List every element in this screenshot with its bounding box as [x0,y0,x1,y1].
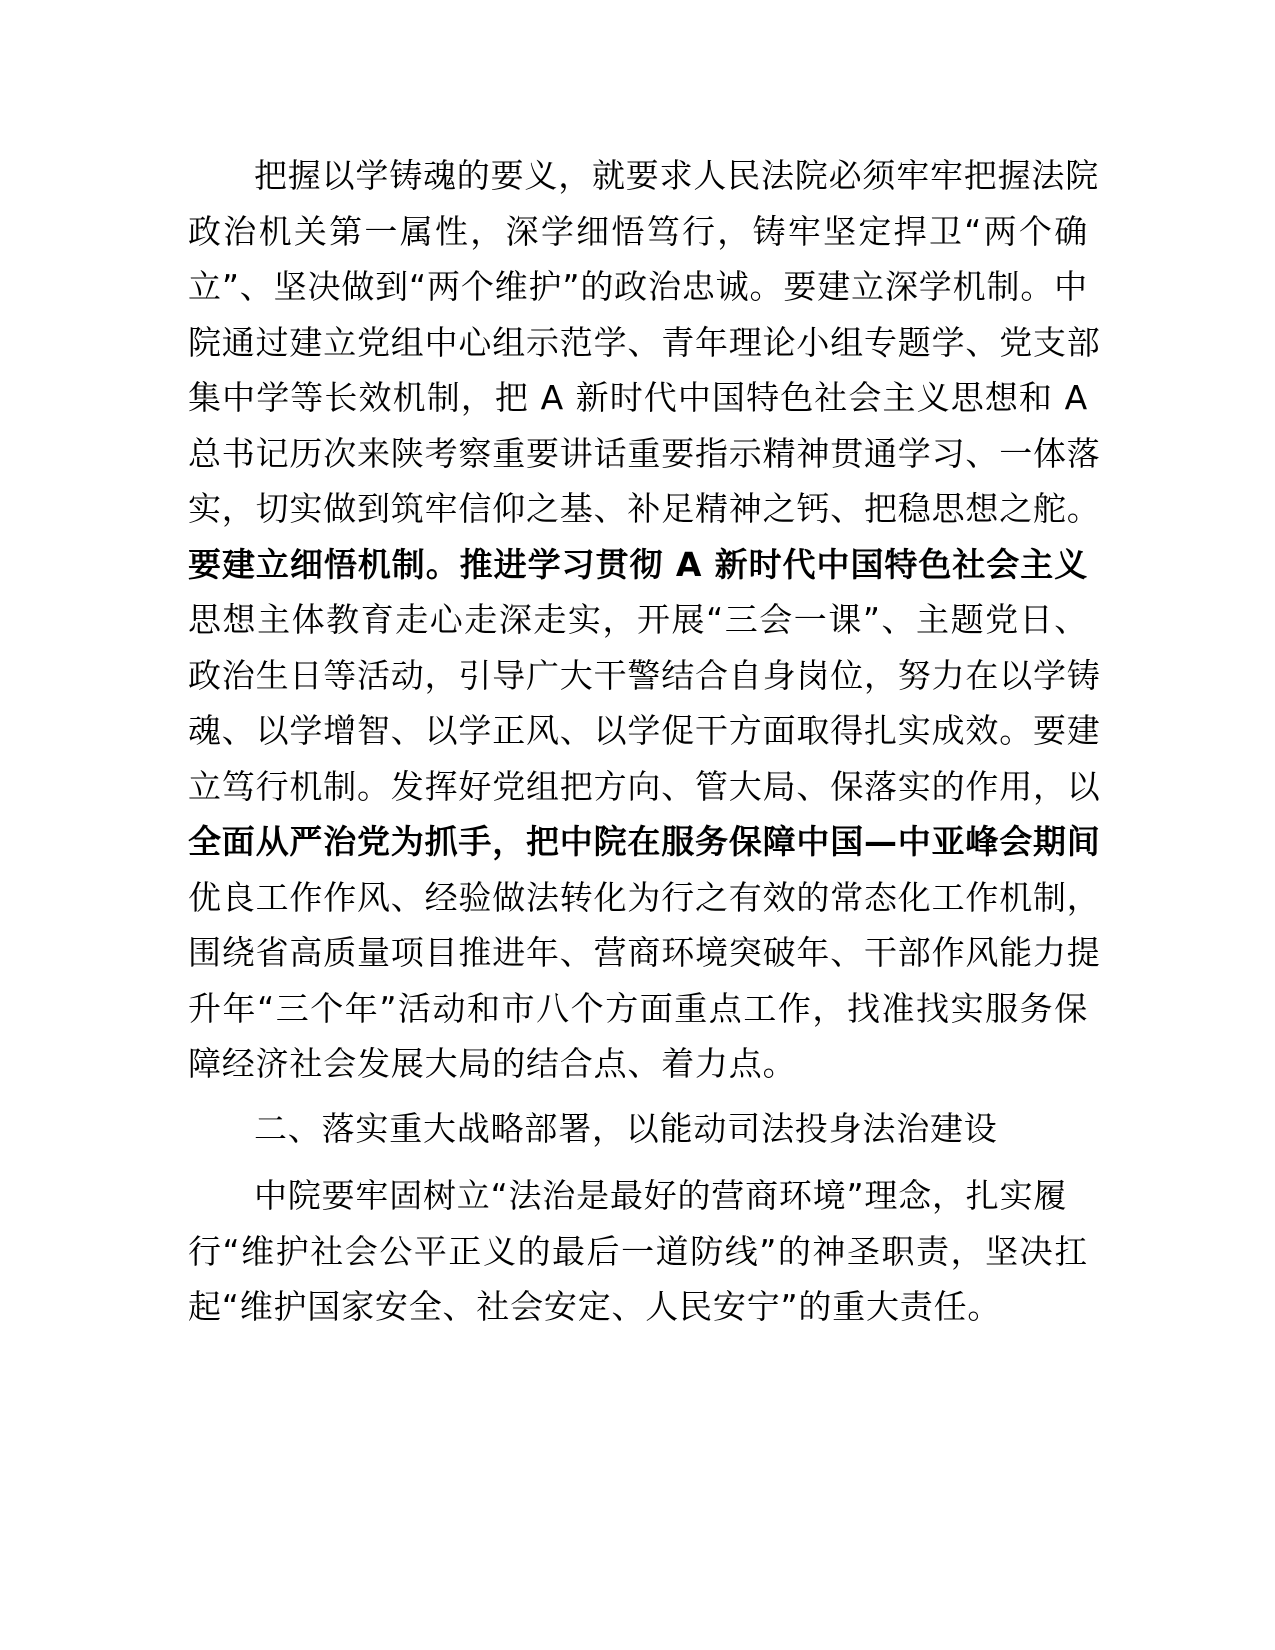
paragraph-line: 实，切实做到筑牢信仰之基、补足精神之钙、把稳思想之舵。 [188,489,1101,528]
paragraph-line: 立”、坚决做到“两个维护”的政治忠诚。要建立深学机制。中 [188,267,1088,306]
paragraph-line: 总书记历次来陕考察重要讲话重要指示精神贯通学习、一体落 [188,434,1101,473]
paragraph-line: 思想主体教育走心走深走实，开展“三会一课”、主题党日、 [188,600,1088,639]
section-heading: 二、落实重大战略部署，以能动司法投身法治建设 [254,1109,998,1148]
paragraph-line: 中院要牢固树立“法治是最好的营商环境”理念，扎实履 [254,1176,1068,1215]
paragraph-line: 围绕省高质量项目推进年、营商环境突破年、干部作风能力提 [188,933,1101,972]
paragraph-line: 升年“三个年”活动和市八个方面重点工作，找准找实服务保 [188,989,1088,1028]
paragraph-line: 魂、以学增智、以学正风、以学促干方面取得扎实成效。要建 [188,711,1101,750]
paragraph-line: 集中学等长效机制，把 A 新时代中国特色社会主义思想和 A [188,378,1088,417]
paragraph-line: 行“维护社会公平正义的最后一道防线”的神圣职责，坚决扛 [188,1232,1088,1271]
paragraph-line: 要建立细悟机制。推进学习贯彻 A 新时代中国特色社会主义 [188,545,1088,584]
paragraph-line: 优良工作作风、经验做法转化为行之有效的常态化工作机制， [188,878,1101,917]
paragraph-line: 起“维护国家安全、社会安定、人民安宁”的重大责任。 [188,1287,1002,1326]
paragraph-line: 政治生日等活动，引导广大干警结合自身岗位，努力在以学铸 [188,656,1101,695]
paragraph-line: 把握以学铸魂的要义，就要求人民法院必须牢牢把握法院 [254,156,1099,195]
paragraph-line: 障经济社会发展大局的结合点、着力点。 [188,1044,797,1083]
paragraph-line: 院通过建立党组中心组示范学、青年理论小组专题学、党支部 [188,323,1101,362]
paragraph-line: 全面从严治党为抓手，把中院在服务保障中国—中亚峰会期间 [188,822,1101,861]
paragraph-line: 政治机关第一属性，深学细悟笃行，铸牢坚定捍卫“两个确 [188,212,1088,251]
paragraph-line: 立笃行机制。发挥好党组把方向、管大局、保落实的作用，以 [188,767,1101,806]
